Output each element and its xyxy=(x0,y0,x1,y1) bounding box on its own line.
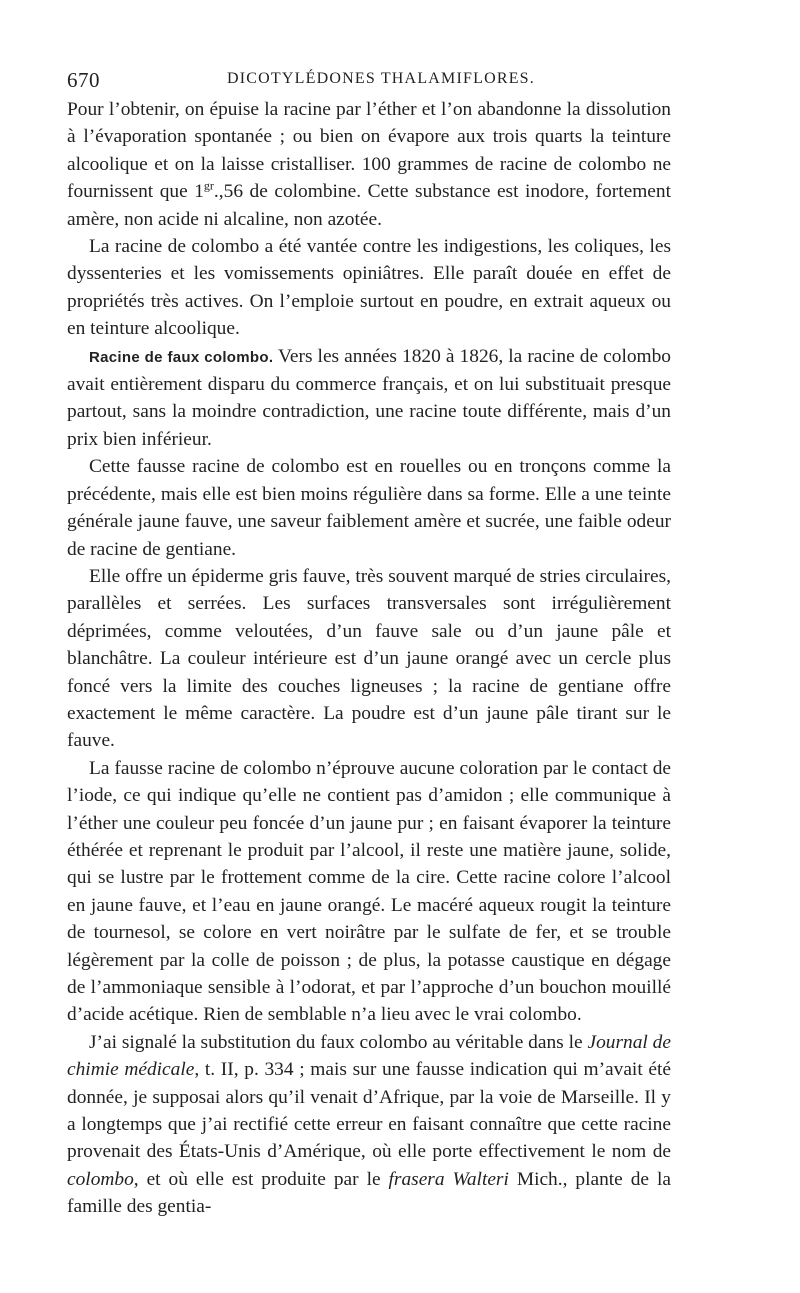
paragraph-text: La racine de colombo a été vantée contre les indigestions, les coliques, les dyssenteries et les vomissements opiniâtres. Elle paraît douée en effet de propriétés très actives. On l’emploie surtout en poudre, en extrait aqueux ou en teinture alcoolique. xyxy=(67,236,671,340)
paragraph-text: , et où elle est produite par le xyxy=(133,1168,389,1190)
paragraph xyxy=(67,1029,671,1221)
journal-title: Journal de chimie médicale xyxy=(67,1031,671,1081)
paragraph-text: Mich., plante de la famille des gentia- xyxy=(67,1168,671,1218)
running-header xyxy=(67,62,671,96)
book-page xyxy=(67,62,671,1221)
section-heading: Racine de faux colombo. xyxy=(89,348,274,366)
paragraph-text: , t. II, p. 334 ; mais sur une fausse indication qui m’avait été donnée, je supposai alors qu’il venait d’Afrique, par la voie de Marseille. Il y a longtemps que j’ai rectifié cette erreur en faisant connaître que cette racine provenait des États-Unis d’Amérique, où elle porte effectivement le nom de xyxy=(67,1059,671,1163)
species-name: frasera Walteri xyxy=(388,1168,509,1190)
page-number: 670 xyxy=(67,68,100,92)
paragraph-text: Elle offre un épiderme gris fauve, très souvent marqué de stries circulaires, parallèles et serrées. Les surfaces transversales sont irrégulièrement déprimées, comme veloutées, d’un fauve sale ou d’un jaune pâle et blanchâtre. La couleur intérieure est d’un jaune orangé avec un cercle plus foncé vers la limite des couches ligneuses ; la racine de gentiane offre exactement le même caractère. La poudre est d’un jaune pâle tirant sur le fauve. xyxy=(67,565,671,752)
paragraph-text: Vers les années 1820 à 1826, la racine de colombo avait entièrement disparu du commerce français, et on lui substituait presque partout, sans la moindre contradiction, une racine toute différente, mais d’un prix bien inférieur. xyxy=(67,345,671,450)
paragraph xyxy=(67,563,671,755)
paragraph-text: J’ai signalé la substitution du faux colombo au véritable dans le xyxy=(89,1031,588,1053)
paragraph xyxy=(67,755,671,1029)
paragraph xyxy=(67,233,671,343)
superscript: gr xyxy=(203,178,214,193)
paragraph-text: .,56 de colombine. Cette substance est inodore, fortement amère, non acide ni alcaline, non azotée. xyxy=(67,181,671,230)
italic-term: colombo xyxy=(67,1168,134,1190)
paragraph xyxy=(67,343,671,454)
body-text xyxy=(67,96,671,1221)
paragraph-text: Cette fausse racine de colombo est en rouelles ou en tronçons comme la précédente, mais elle est bien moins régulière dans sa forme. Elle a une teinte générale jaune fauve, une saveur faiblement amère et sucrée, une faible odeur de racine de gentiane. xyxy=(67,456,671,560)
paragraph-text: La fausse racine de colombo n’éprouve aucune coloration par le contact de l’iode, ce qui indique qu’elle ne contient pas d’amidon ; elle communique à l’éther une couleur peu foncée d’un jaune pur ; en faisant évaporer la teinture éthérée et reprenant le produit par l’alcool, il reste une matière jaune, solide, qui se lustre par le frottement comme de la cire. Cette racine colore l’alcool en jaune fauve, et l’eau en jaune orangé. Le macéré aqueux rougit la teinture de tournesol, se colore en vert noirâtre par le sulfate de fer, et se trouble légèrement par la colle de poisson ; de plus, la potasse caustique en dégage de l’ammoniaque sensible à l’odorat, et par l’approche d’un bouchon mouillé d’acide acétique. Rien de semblable n’a lieu avec le vrai colombo. xyxy=(67,757,671,1026)
paragraph-text: Pour l’obtenir, on épuise la racine par l’éther et l’on abandonne la dissolution à l’évaporation spontanée ; ou bien on évapore aux trois quarts la teinture alcoolique et on la laisse cristalliser. 100 grammes de racine de colombo ne fournissent que 1 xyxy=(67,99,671,203)
paragraph xyxy=(67,453,671,563)
running-title: DICOTYLÉDONES THALAMIFLORES. xyxy=(227,70,535,87)
paragraph xyxy=(67,96,671,233)
